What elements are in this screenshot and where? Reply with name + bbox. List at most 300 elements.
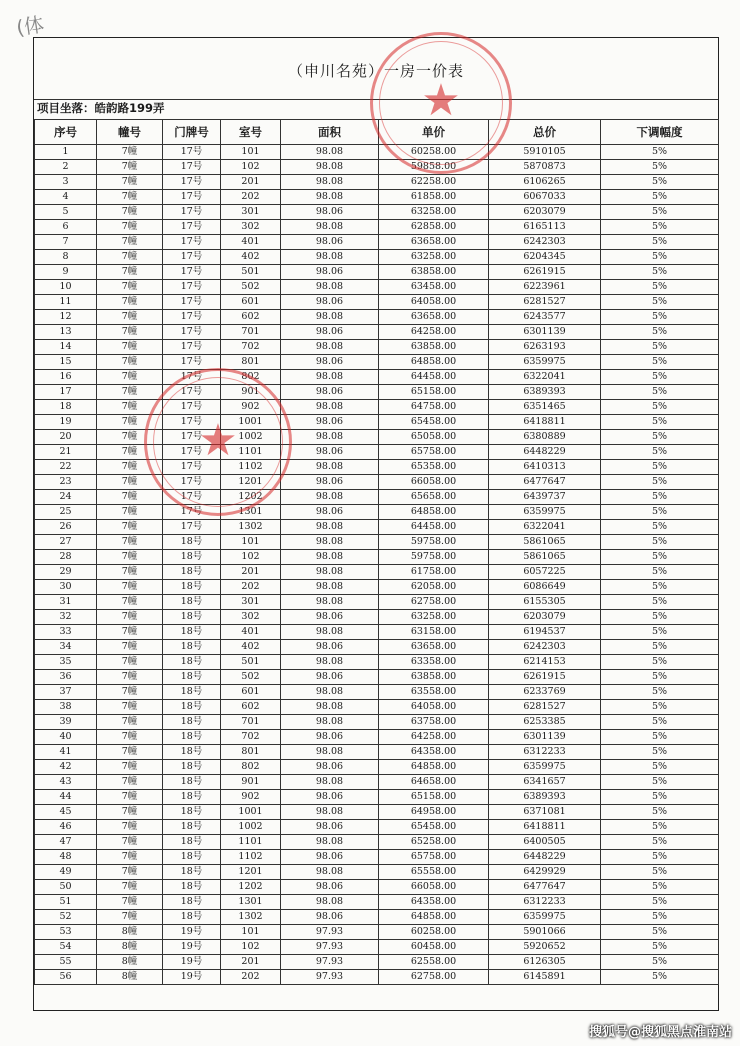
reduction-rate-cell: 5% — [601, 205, 719, 220]
table-row — [35, 340, 719, 355]
total-price-cell: 6223961 — [489, 280, 601, 295]
unit-price-cell: 65158.00 — [379, 385, 489, 400]
building-number-cell: 7幢 — [97, 835, 163, 850]
table-row — [35, 415, 719, 430]
area-cell: 98.08 — [281, 745, 379, 760]
building-number-cell: 7幢 — [97, 760, 163, 775]
row-number-cell: 22 — [35, 460, 97, 475]
table-row — [35, 190, 719, 205]
row-number-cell: 51 — [35, 895, 97, 910]
title-box — [34, 38, 718, 100]
row-number-cell: 13 — [35, 325, 97, 340]
table-row — [35, 265, 719, 280]
building-number-cell: 7幢 — [97, 460, 163, 475]
room-number-cell: 1202 — [221, 490, 281, 505]
table-row — [35, 700, 719, 715]
area-cell: 98.06 — [281, 790, 379, 805]
column-header: 室号 — [221, 120, 281, 145]
building-number-cell: 7幢 — [97, 190, 163, 205]
reduction-rate-cell: 5% — [601, 415, 719, 430]
table-row — [35, 730, 719, 745]
row-number-cell: 47 — [35, 835, 97, 850]
area-cell: 98.08 — [281, 805, 379, 820]
reduction-rate-cell: 5% — [601, 715, 719, 730]
row-number-cell: 54 — [35, 940, 97, 955]
row-number-cell: 31 — [35, 595, 97, 610]
unit-price-cell: 61858.00 — [379, 190, 489, 205]
row-number-cell: 24 — [35, 490, 97, 505]
reduction-rate-cell: 5% — [601, 340, 719, 355]
unit-price-cell: 65658.00 — [379, 490, 489, 505]
reduction-rate-cell: 5% — [601, 445, 719, 460]
building-number-cell: 7幢 — [97, 445, 163, 460]
building-number-cell: 8幢 — [97, 970, 163, 985]
table-row — [35, 145, 719, 160]
reduction-rate-cell: 5% — [601, 235, 719, 250]
door-number-cell: 17号 — [163, 520, 221, 535]
official-seal-stamp: ★ — [144, 368, 292, 516]
room-number-cell: 201 — [221, 565, 281, 580]
row-number-cell: 4 — [35, 190, 97, 205]
room-number-cell: 601 — [221, 685, 281, 700]
table-row — [35, 400, 719, 415]
door-number-cell: 18号 — [163, 640, 221, 655]
building-number-cell: 7幢 — [97, 595, 163, 610]
room-number-cell: 101 — [221, 145, 281, 160]
table-row — [35, 595, 719, 610]
total-price-cell: 6214153 — [489, 655, 601, 670]
building-number-cell: 7幢 — [97, 865, 163, 880]
table-row — [35, 820, 719, 835]
total-price-cell: 6359975 — [489, 505, 601, 520]
unit-price-cell: 62758.00 — [379, 595, 489, 610]
table-row — [35, 385, 719, 400]
reduction-rate-cell: 5% — [601, 955, 719, 970]
area-cell: 98.06 — [281, 640, 379, 655]
document-title: （申川名苑）一房一价表 — [287, 62, 464, 80]
reduction-rate-cell: 5% — [601, 565, 719, 580]
table-row — [35, 910, 719, 925]
unit-price-cell: 64258.00 — [379, 325, 489, 340]
area-cell: 98.06 — [281, 850, 379, 865]
unit-price-cell: 65358.00 — [379, 460, 489, 475]
total-price-cell: 6312233 — [489, 745, 601, 760]
door-number-cell: 17号 — [163, 310, 221, 325]
watermark-text: 搜狐号@搜狐黑点淮南站 — [588, 1025, 732, 1040]
door-number-cell: 17号 — [163, 475, 221, 490]
reduction-rate-cell: 5% — [601, 940, 719, 955]
room-number-cell: 901 — [221, 385, 281, 400]
table-row — [35, 355, 719, 370]
total-price-cell: 6439737 — [489, 490, 601, 505]
area-cell: 98.08 — [281, 280, 379, 295]
area-cell: 98.06 — [281, 295, 379, 310]
door-number-cell: 17号 — [163, 145, 221, 160]
row-number-cell: 20 — [35, 430, 97, 445]
total-price-cell: 5920652 — [489, 940, 601, 955]
area-cell: 98.06 — [281, 505, 379, 520]
area-cell: 98.08 — [281, 460, 379, 475]
room-number-cell: 601 — [221, 295, 281, 310]
door-number-cell: 17号 — [163, 415, 221, 430]
building-number-cell: 7幢 — [97, 730, 163, 745]
total-price-cell: 6203079 — [489, 205, 601, 220]
area-cell: 98.08 — [281, 595, 379, 610]
reduction-rate-cell: 5% — [601, 475, 719, 490]
area-cell: 98.08 — [281, 220, 379, 235]
row-number-cell: 53 — [35, 925, 97, 940]
door-number-cell: 18号 — [163, 790, 221, 805]
total-price-cell: 6204345 — [489, 250, 601, 265]
unit-price-cell: 60258.00 — [379, 145, 489, 160]
reduction-rate-cell: 5% — [601, 910, 719, 925]
area-cell: 98.08 — [281, 895, 379, 910]
building-number-cell: 7幢 — [97, 775, 163, 790]
reduction-rate-cell: 5% — [601, 160, 719, 175]
total-price-cell: 6389393 — [489, 385, 601, 400]
reduction-rate-cell: 5% — [601, 310, 719, 325]
door-number-cell: 18号 — [163, 550, 221, 565]
total-price-cell: 6145891 — [489, 970, 601, 985]
table-row — [35, 460, 719, 475]
door-number-cell: 17号 — [163, 295, 221, 310]
area-cell: 98.06 — [281, 325, 379, 340]
row-number-cell: 6 — [35, 220, 97, 235]
reduction-rate-cell: 5% — [601, 655, 719, 670]
building-number-cell: 7幢 — [97, 325, 163, 340]
room-number-cell: 1102 — [221, 850, 281, 865]
reduction-rate-cell: 5% — [601, 775, 719, 790]
building-number-cell: 7幢 — [97, 280, 163, 295]
unit-price-cell: 63658.00 — [379, 640, 489, 655]
unit-price-cell: 65558.00 — [379, 865, 489, 880]
building-number-cell: 7幢 — [97, 880, 163, 895]
building-number-cell: 7幢 — [97, 265, 163, 280]
table-row — [35, 775, 719, 790]
door-number-cell: 18号 — [163, 625, 221, 640]
room-number-cell: 102 — [221, 160, 281, 175]
total-price-cell: 6359975 — [489, 355, 601, 370]
table-row — [35, 970, 719, 985]
room-number-cell: 1301 — [221, 895, 281, 910]
row-number-cell: 25 — [35, 505, 97, 520]
row-number-cell: 16 — [35, 370, 97, 385]
unit-price-cell: 65058.00 — [379, 430, 489, 445]
row-number-cell: 2 — [35, 160, 97, 175]
building-number-cell: 7幢 — [97, 355, 163, 370]
total-price-cell: 6165113 — [489, 220, 601, 235]
building-number-cell: 7幢 — [97, 670, 163, 685]
room-number-cell: 402 — [221, 640, 281, 655]
table-row — [35, 295, 719, 310]
door-number-cell: 18号 — [163, 565, 221, 580]
row-number-cell: 18 — [35, 400, 97, 415]
room-number-cell: 301 — [221, 595, 281, 610]
unit-price-cell: 65758.00 — [379, 445, 489, 460]
unit-price-cell: 65158.00 — [379, 790, 489, 805]
table-row — [35, 940, 719, 955]
door-number-cell: 18号 — [163, 670, 221, 685]
unit-price-cell: 63658.00 — [379, 310, 489, 325]
area-cell: 98.06 — [281, 355, 379, 370]
unit-price-cell: 61758.00 — [379, 565, 489, 580]
price-table — [34, 119, 719, 985]
table-row — [35, 520, 719, 535]
unit-price-cell: 59758.00 — [379, 550, 489, 565]
door-number-cell: 17号 — [163, 460, 221, 475]
total-price-cell: 5870873 — [489, 160, 601, 175]
room-number-cell: 1002 — [221, 820, 281, 835]
unit-price-cell: 63658.00 — [379, 235, 489, 250]
area-cell: 98.08 — [281, 400, 379, 415]
reduction-rate-cell: 5% — [601, 835, 719, 850]
door-number-cell: 18号 — [163, 880, 221, 895]
door-number-cell: 18号 — [163, 595, 221, 610]
reduction-rate-cell: 5% — [601, 580, 719, 595]
reduction-rate-cell: 5% — [601, 460, 719, 475]
door-number-cell: 17号 — [163, 505, 221, 520]
table-row — [35, 505, 719, 520]
building-number-cell: 7幢 — [97, 640, 163, 655]
row-number-cell: 12 — [35, 310, 97, 325]
door-number-cell: 18号 — [163, 775, 221, 790]
row-number-cell: 50 — [35, 880, 97, 895]
room-number-cell: 1001 — [221, 805, 281, 820]
area-cell: 98.08 — [281, 175, 379, 190]
row-number-cell: 10 — [35, 280, 97, 295]
table-row — [35, 160, 719, 175]
room-number-cell: 1302 — [221, 520, 281, 535]
total-price-cell: 5861065 — [489, 535, 601, 550]
reduction-rate-cell: 5% — [601, 805, 719, 820]
column-header: 下调幅度 — [601, 120, 719, 145]
table-row — [35, 865, 719, 880]
unit-price-cell: 64058.00 — [379, 295, 489, 310]
reduction-rate-cell: 5% — [601, 295, 719, 310]
room-number-cell: 701 — [221, 325, 281, 340]
total-price-cell: 6106265 — [489, 175, 601, 190]
door-number-cell: 18号 — [163, 655, 221, 670]
table-row — [35, 250, 719, 265]
area-cell: 98.08 — [281, 865, 379, 880]
area-cell: 98.08 — [281, 370, 379, 385]
reduction-rate-cell: 5% — [601, 670, 719, 685]
row-number-cell: 1 — [35, 145, 97, 160]
unit-price-cell: 63258.00 — [379, 205, 489, 220]
building-number-cell: 7幢 — [97, 745, 163, 760]
area-cell: 98.08 — [281, 625, 379, 640]
area-cell: 98.06 — [281, 820, 379, 835]
table-row — [35, 610, 719, 625]
door-number-cell: 19号 — [163, 940, 221, 955]
total-price-cell: 6418811 — [489, 415, 601, 430]
room-number-cell: 801 — [221, 745, 281, 760]
room-number-cell: 1002 — [221, 430, 281, 445]
total-price-cell: 6253385 — [489, 715, 601, 730]
unit-price-cell: 62258.00 — [379, 175, 489, 190]
building-number-cell: 8幢 — [97, 925, 163, 940]
building-number-cell: 7幢 — [97, 910, 163, 925]
room-number-cell: 202 — [221, 970, 281, 985]
total-price-cell: 6359975 — [489, 910, 601, 925]
building-number-cell: 7幢 — [97, 895, 163, 910]
building-number-cell: 7幢 — [97, 145, 163, 160]
table-row — [35, 655, 719, 670]
room-number-cell: 202 — [221, 580, 281, 595]
reduction-rate-cell: 5% — [601, 700, 719, 715]
reduction-rate-cell: 5% — [601, 490, 719, 505]
area-cell: 98.08 — [281, 565, 379, 580]
building-number-cell: 7幢 — [97, 790, 163, 805]
total-price-cell: 6448229 — [489, 445, 601, 460]
room-number-cell: 302 — [221, 220, 281, 235]
reduction-rate-cell: 5% — [601, 220, 719, 235]
reduction-rate-cell: 5% — [601, 370, 719, 385]
reduction-rate-cell: 5% — [601, 730, 719, 745]
area-cell: 98.08 — [281, 250, 379, 265]
door-number-cell: 18号 — [163, 715, 221, 730]
room-number-cell: 401 — [221, 625, 281, 640]
area-cell: 98.08 — [281, 685, 379, 700]
unit-price-cell: 65458.00 — [379, 820, 489, 835]
reduction-rate-cell: 5% — [601, 880, 719, 895]
door-number-cell: 18号 — [163, 895, 221, 910]
row-number-cell: 43 — [35, 775, 97, 790]
location-label: 项目坐落： — [37, 101, 95, 115]
row-number-cell: 41 — [35, 745, 97, 760]
building-number-cell: 7幢 — [97, 505, 163, 520]
room-number-cell: 1101 — [221, 835, 281, 850]
total-price-cell: 6322041 — [489, 370, 601, 385]
door-number-cell: 18号 — [163, 820, 221, 835]
total-price-cell: 6067033 — [489, 190, 601, 205]
table-row — [35, 220, 719, 235]
total-price-cell: 6477647 — [489, 880, 601, 895]
area-cell: 97.93 — [281, 925, 379, 940]
row-number-cell: 23 — [35, 475, 97, 490]
reduction-rate-cell: 5% — [601, 685, 719, 700]
door-number-cell: 18号 — [163, 865, 221, 880]
row-number-cell: 49 — [35, 865, 97, 880]
reduction-rate-cell: 5% — [601, 145, 719, 160]
door-number-cell: 18号 — [163, 745, 221, 760]
table-body — [35, 145, 719, 985]
door-number-cell: 17号 — [163, 235, 221, 250]
table-row — [35, 760, 719, 775]
door-number-cell: 18号 — [163, 850, 221, 865]
row-number-cell: 39 — [35, 715, 97, 730]
price-sheet — [33, 37, 719, 1011]
room-number-cell: 102 — [221, 940, 281, 955]
reduction-rate-cell: 5% — [601, 325, 719, 340]
row-number-cell: 40 — [35, 730, 97, 745]
area-cell: 98.06 — [281, 910, 379, 925]
total-price-cell: 6389393 — [489, 790, 601, 805]
door-number-cell: 17号 — [163, 280, 221, 295]
door-number-cell: 18号 — [163, 730, 221, 745]
unit-price-cell: 63458.00 — [379, 280, 489, 295]
total-price-cell: 6261915 — [489, 670, 601, 685]
building-number-cell: 8幢 — [97, 955, 163, 970]
unit-price-cell: 63158.00 — [379, 625, 489, 640]
room-number-cell: 501 — [221, 655, 281, 670]
room-number-cell: 802 — [221, 370, 281, 385]
reduction-rate-cell: 5% — [601, 355, 719, 370]
building-number-cell: 7幢 — [97, 235, 163, 250]
building-number-cell: 7幢 — [97, 160, 163, 175]
total-price-cell: 6371081 — [489, 805, 601, 820]
building-number-cell: 7幢 — [97, 385, 163, 400]
table-row — [35, 850, 719, 865]
area-cell: 98.06 — [281, 610, 379, 625]
door-number-cell: 17号 — [163, 160, 221, 175]
handwritten-corner-note: (体 — [14, 12, 46, 40]
unit-price-cell: 66058.00 — [379, 880, 489, 895]
table-row — [35, 430, 719, 445]
row-number-cell: 14 — [35, 340, 97, 355]
unit-price-cell: 66058.00 — [379, 475, 489, 490]
table-header-row — [35, 120, 719, 145]
room-number-cell: 1301 — [221, 505, 281, 520]
door-number-cell: 18号 — [163, 685, 221, 700]
door-number-cell: 19号 — [163, 955, 221, 970]
unit-price-cell: 63258.00 — [379, 610, 489, 625]
room-number-cell: 501 — [221, 265, 281, 280]
table-row — [35, 175, 719, 190]
row-number-cell: 37 — [35, 685, 97, 700]
total-price-cell: 5861065 — [489, 550, 601, 565]
row-number-cell: 38 — [35, 700, 97, 715]
room-number-cell: 302 — [221, 610, 281, 625]
door-number-cell: 18号 — [163, 535, 221, 550]
reduction-rate-cell: 5% — [601, 280, 719, 295]
room-number-cell: 202 — [221, 190, 281, 205]
table-row — [35, 310, 719, 325]
room-number-cell: 1202 — [221, 880, 281, 895]
unit-price-cell: 64358.00 — [379, 895, 489, 910]
building-number-cell: 7幢 — [97, 610, 163, 625]
total-price-cell: 6477647 — [489, 475, 601, 490]
row-number-cell: 8 — [35, 250, 97, 265]
row-number-cell: 55 — [35, 955, 97, 970]
unit-price-cell: 62058.00 — [379, 580, 489, 595]
area-cell: 98.08 — [281, 490, 379, 505]
total-price-cell: 6312233 — [489, 895, 601, 910]
reduction-rate-cell: 5% — [601, 865, 719, 880]
room-number-cell: 1201 — [221, 865, 281, 880]
row-number-cell: 36 — [35, 670, 97, 685]
reduction-rate-cell: 5% — [601, 400, 719, 415]
room-number-cell: 701 — [221, 715, 281, 730]
table-row — [35, 280, 719, 295]
area-cell: 98.06 — [281, 880, 379, 895]
reduction-rate-cell: 5% — [601, 430, 719, 445]
room-number-cell: 602 — [221, 310, 281, 325]
area-cell: 97.93 — [281, 955, 379, 970]
column-header: 单价 — [379, 120, 489, 145]
room-number-cell: 702 — [221, 730, 281, 745]
total-price-cell: 6359975 — [489, 760, 601, 775]
unit-price-cell: 63858.00 — [379, 340, 489, 355]
reduction-rate-cell: 5% — [601, 265, 719, 280]
total-price-cell: 6418811 — [489, 820, 601, 835]
building-number-cell: 7幢 — [97, 310, 163, 325]
unit-price-cell: 63358.00 — [379, 655, 489, 670]
row-number-cell: 42 — [35, 760, 97, 775]
reduction-rate-cell: 5% — [601, 895, 719, 910]
building-number-cell: 7幢 — [97, 490, 163, 505]
reduction-rate-cell: 5% — [601, 925, 719, 940]
